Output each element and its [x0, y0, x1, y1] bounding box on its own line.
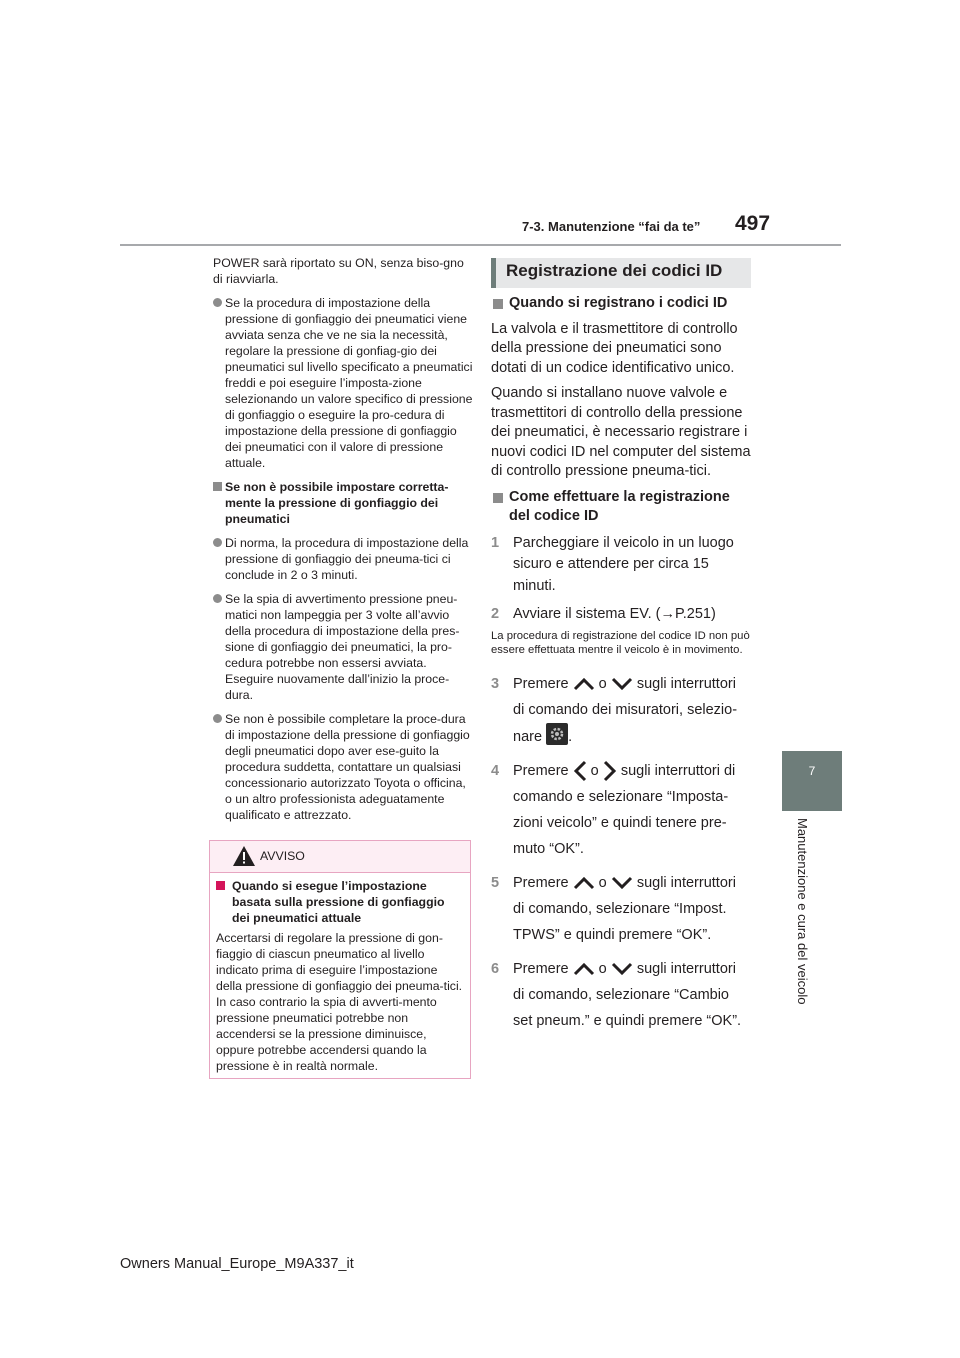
- subheading-text: Come effettuare la registrazione del codice ID: [509, 488, 730, 524]
- warning-subheading-text: Quando si esegue l’impostazione basata sulla pressione di gonfiaggio dei pneumatici attuale: [232, 879, 445, 925]
- step-text-o: o: [598, 960, 607, 977]
- page-number: 497: [735, 212, 771, 235]
- continuation-text: POWER sarà riportato su ON, senza biso-gno di riavviarla.: [213, 256, 464, 286]
- subheading: [491, 488, 751, 527]
- step-number: 5: [491, 874, 500, 891]
- chevron-right-icon: [603, 760, 617, 782]
- right-column: [491, 258, 751, 1042]
- square-bullet-icon: [493, 299, 503, 309]
- warning-body: [210, 873, 470, 1074]
- step-number: 4: [491, 762, 500, 779]
- subheading-text: Se non è possibile impostare corretta-mente la pressione di gonfiaggio dei pneumatici: [225, 480, 449, 526]
- subheading: [491, 294, 751, 314]
- bullet-text: Se la spia di avvertimento pressione pneu-matici non lampeggia per 3 volte all’avvio della procedura di impostazione della pres-sione di gonfiaggio dei pneumatici, la pro-cedura potrebbe non essersi avviata. Eseguire nuovamente dall’inizio la proce-dura.: [225, 592, 460, 702]
- step-4: [491, 758, 751, 862]
- bullet-item: [213, 295, 473, 471]
- warning-header: [210, 841, 470, 873]
- right-body: [491, 294, 751, 1034]
- bullet-icon: [213, 594, 222, 603]
- header-divider: [120, 244, 841, 246]
- left-column: [213, 255, 473, 831]
- step-text-a: Premere: [513, 960, 569, 977]
- bullet-item: [213, 535, 473, 583]
- chevron-down-icon: [611, 876, 633, 890]
- bullet-icon: [213, 538, 222, 547]
- step-text-o: o: [598, 874, 607, 891]
- warning-subheading: [216, 878, 464, 926]
- bullet-icon: [213, 298, 222, 307]
- chevron-down-icon: [611, 677, 633, 691]
- footer-text: Owners Manual_Europe_M9A337_it: [120, 1256, 354, 1272]
- step-text-c: .: [568, 728, 573, 745]
- step-text: Avviare il sistema EV. (→P.251): [513, 606, 716, 622]
- step-text-a: Premere: [513, 675, 569, 692]
- chevron-up-icon: [573, 677, 595, 691]
- bullet-icon: [213, 714, 222, 723]
- subheading: [213, 479, 473, 527]
- step-text-b: sugli interruttori di comando, selezionare “Cambio set pneum.” e quindi premere “OK”.: [513, 960, 742, 1029]
- gear-icon: [546, 723, 568, 745]
- step-text-o: o: [598, 675, 607, 692]
- section-heading: [491, 258, 751, 288]
- step-number: 3: [491, 675, 500, 692]
- note: La procedura di registrazione del codice ID non può essere effettuata mentre il veicolo è in movimento.: [491, 629, 750, 656]
- step-text-b: sugli interruttori di comando, selezionare “Impost. TPWS” e quindi premere “OK”.: [513, 874, 736, 943]
- step-5: [491, 870, 751, 948]
- step-text-b: sugli interruttori di comando dei misuratori, selezio-nare: [513, 675, 738, 745]
- chapter-title-text: Manutenzione e cura del veicolo: [795, 818, 810, 1005]
- warning-box: [209, 840, 471, 1079]
- paragraph: Quando si installano nuove valvole e trasmettitori di controllo della pressione dei pneumatici, è necessario registrare i nuovi codici ID nel computer del sistema di controllo pressione pneuma-tici.: [491, 385, 751, 479]
- square-bullet-icon: [216, 881, 225, 890]
- section-heading-text: Registrazione dei codici ID: [506, 261, 723, 280]
- bullet-text: Se la procedura di impostazione della pressione di gonfiaggio dei pneumatici viene avviata senza che ve ne sia la necessità, regolare la pressione di gonfiag-gio dei pneumatici sul livello specificato a pneumatici freddi e poi eseguire l’imposta-zione selezionando un valore specifico di pressione di gonfiaggio o eseguire la pro-cedura di impostazione della pressione di gonfiaggio dei pneumatici con il valore di pressione attuale.: [225, 296, 473, 470]
- chevron-left-icon: [573, 760, 587, 782]
- square-bullet-icon: [493, 493, 503, 503]
- step-1: [491, 533, 751, 598]
- paragraph: La valvola e il trasmettitore di controllo della pressione dei pneumatici sono dotati di un codice identificativo unico.: [491, 320, 738, 376]
- chevron-up-icon: [573, 962, 595, 976]
- step-text-b: sugli interruttori di comando e selezionare “Imposta-zioni veicolo” e quindi tenere pre-muto “OK”.: [513, 762, 736, 857]
- step-2: [491, 605, 751, 625]
- warning-title: AVVISO: [260, 849, 305, 863]
- step-text-a: Premere: [513, 762, 569, 779]
- square-bullet-icon: [213, 482, 222, 491]
- subheading-text: Quando si registrano i codici ID: [509, 295, 728, 311]
- chapter-tab[interactable]: [782, 751, 842, 811]
- warning-text: Accertarsi di regolare la pressione di gon-fiaggio di ciascun pneumatico al livello indicato prima di eseguire l’impostazione della pressione di gonfiaggio dei pneuma-tici. In caso contrario la spia di avverti-mento pressione pneumatici potrebbe non accendersi se la pressione diminuisce, oppure potrebbe accendersi quando la pressione è in realtà normale.: [216, 931, 463, 1073]
- bullet-text: Se non è possibile completare la proce-dura di impostazione della pressione di gonfiaggio degli pneumatici dopo aver ese-guito la procedura suddetta, contattare un qualsiasi concessionario autorizzato Toyota o officina, o un altro professionista adeguatamente qualificato e attrezzato.: [225, 712, 470, 822]
- step-text-o: o: [590, 762, 599, 779]
- bullet-item: [213, 711, 473, 823]
- bullet-item: [213, 591, 473, 703]
- chapter-title: [790, 818, 810, 1005]
- step-6: [491, 956, 751, 1034]
- chevron-down-icon: [611, 962, 633, 976]
- step-number: 1: [491, 534, 500, 551]
- section-title: 7-3. Manutenzione “fai da te”: [522, 219, 701, 234]
- warning-triangle-icon: [232, 845, 256, 867]
- step-number: 2: [491, 606, 500, 622]
- step-number: 6: [491, 960, 500, 977]
- step-3: [491, 671, 751, 750]
- chevron-up-icon: [573, 876, 595, 890]
- step-text-a: Premere: [513, 874, 569, 891]
- chapter-number: 7: [808, 764, 816, 778]
- step-text: Parcheggiare il veicolo in un luogo sicuro e attendere per circa 15 minuti.: [513, 534, 734, 594]
- bullet-text: Di norma, la procedura di impostazione della pressione di gonfiaggio dei pneuma-tici ci conclude in 2 o 3 minuti.: [225, 536, 469, 582]
